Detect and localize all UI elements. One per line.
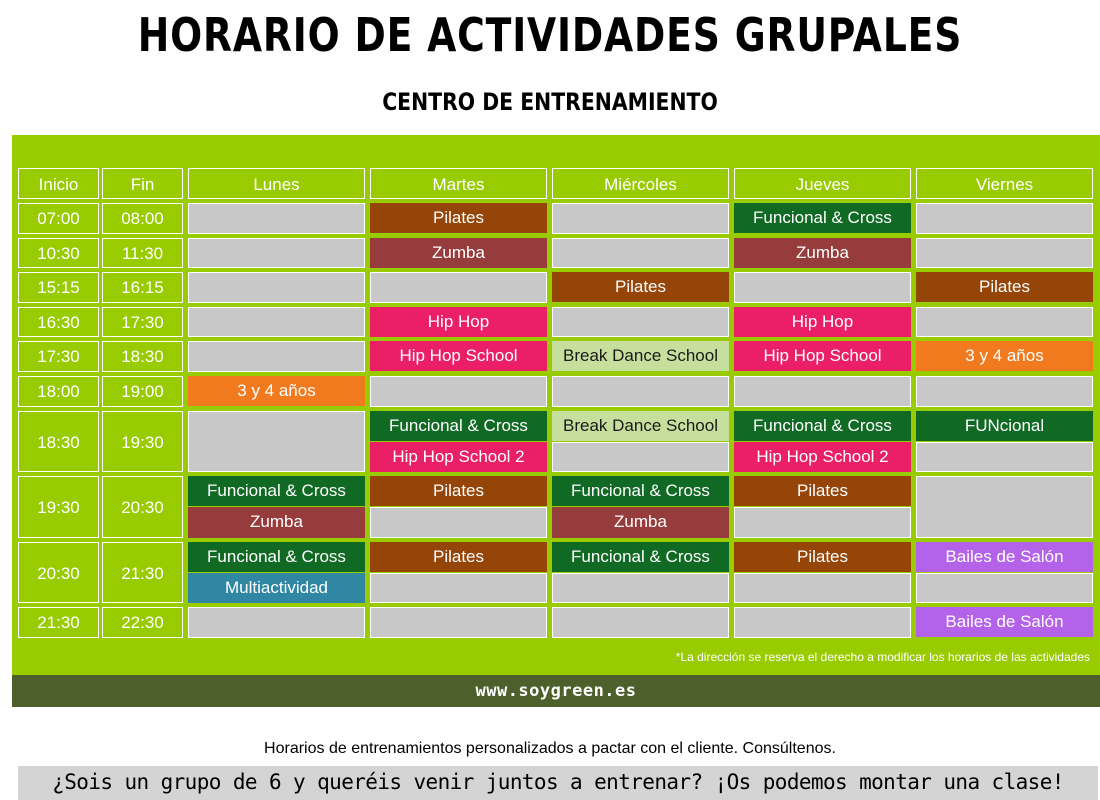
activity-hip-hop: Hip Hop bbox=[734, 307, 911, 337]
empty-slot bbox=[188, 411, 365, 473]
empty-slot bbox=[552, 607, 729, 638]
page-title: HORARIO DE ACTIVIDADES GRUPALES bbox=[137, 8, 963, 62]
empty-slot bbox=[734, 272, 911, 303]
column-header-viernes: Viernes bbox=[916, 168, 1093, 199]
activity-funcional-cross: Funcional & Cross bbox=[370, 411, 547, 441]
activity-pilates: Pilates bbox=[552, 272, 729, 302]
empty-slot bbox=[188, 341, 365, 372]
start-time: 17:30 bbox=[18, 341, 99, 372]
end-time: 22:30 bbox=[102, 607, 183, 638]
empty-slot bbox=[916, 442, 1093, 473]
activity-funcional-cross: Funcional & Cross bbox=[188, 542, 365, 572]
empty-slot bbox=[370, 507, 547, 538]
column-header-miercoles: Miércoles bbox=[552, 168, 729, 199]
activity-funcional: FUNcional bbox=[916, 411, 1093, 441]
activity-pilates: Pilates bbox=[916, 272, 1093, 302]
activity-multiactividad: Multiactividad bbox=[188, 573, 365, 604]
column-header-martes: Martes bbox=[370, 168, 547, 199]
empty-slot bbox=[188, 203, 365, 234]
empty-slot bbox=[552, 307, 729, 338]
end-time: 19:00 bbox=[102, 376, 183, 407]
activity-funcional-cross: Funcional & Cross bbox=[552, 476, 729, 506]
empty-slot bbox=[916, 476, 1093, 538]
activity-hip-hop-school-2: Hip Hop School 2 bbox=[370, 442, 547, 473]
start-time: 10:30 bbox=[18, 238, 99, 269]
end-time: 18:30 bbox=[102, 341, 183, 372]
disclaimer-note: *La dirección se reserva el derecho a modificar los horarios de las actividades bbox=[675, 650, 1090, 664]
empty-slot bbox=[370, 607, 547, 638]
start-time: 19:30 bbox=[18, 476, 99, 538]
activity-bailes-de-salon: Bailes de Salón bbox=[916, 542, 1093, 572]
activity-break-dance-school: Break Dance School bbox=[552, 341, 729, 371]
end-time: 20:30 bbox=[102, 476, 183, 538]
activity-pilates: Pilates bbox=[370, 476, 547, 506]
activity-3-y-4-anos: 3 y 4 años bbox=[188, 376, 365, 406]
empty-slot bbox=[552, 238, 729, 269]
start-time: 21:30 bbox=[18, 607, 99, 638]
empty-slot bbox=[552, 442, 729, 473]
group-promo-banner: ¿Sois un grupo de 6 y queréis venir juntos a entrenar? ¡Os podemos montar una clase! bbox=[18, 766, 1098, 800]
empty-slot bbox=[370, 573, 547, 604]
column-header-lunes: Lunes bbox=[188, 168, 365, 199]
end-time: 11:30 bbox=[102, 238, 183, 269]
activity-funcional-cross: Funcional & Cross bbox=[188, 476, 365, 506]
activity-break-dance-school: Break Dance School bbox=[552, 411, 729, 441]
empty-slot bbox=[188, 307, 365, 338]
activity-hip-hop-school: Hip Hop School bbox=[734, 341, 911, 371]
empty-slot bbox=[916, 376, 1093, 407]
empty-slot bbox=[916, 238, 1093, 269]
start-time: 20:30 bbox=[18, 542, 99, 604]
activity-funcional-cross: Funcional & Cross bbox=[734, 203, 911, 233]
activity-zumba: Zumba bbox=[188, 507, 365, 538]
end-time: 16:15 bbox=[102, 272, 183, 303]
empty-slot bbox=[734, 607, 911, 638]
empty-slot bbox=[188, 272, 365, 303]
end-time: 08:00 bbox=[102, 203, 183, 234]
personal-training-note: Horarios de entrenamientos personalizados a pactar con el cliente. Consúltenos. bbox=[264, 740, 836, 757]
activity-zumba: Zumba bbox=[370, 238, 547, 268]
activity-pilates: Pilates bbox=[734, 476, 911, 506]
start-time: 18:00 bbox=[18, 376, 99, 407]
empty-slot bbox=[552, 376, 729, 407]
empty-slot bbox=[552, 203, 729, 234]
activity-hip-hop-school-2: Hip Hop School 2 bbox=[734, 442, 911, 473]
start-time: 07:00 bbox=[18, 203, 99, 234]
activity-3-y-4-anos: 3 y 4 años bbox=[916, 341, 1093, 371]
end-time: 17:30 bbox=[102, 307, 183, 338]
empty-slot bbox=[916, 203, 1093, 234]
end-time: 21:30 bbox=[102, 542, 183, 604]
empty-slot bbox=[188, 607, 365, 638]
empty-slot bbox=[916, 307, 1093, 338]
column-header-fin: Fin bbox=[102, 168, 183, 199]
activity-hip-hop-school: Hip Hop School bbox=[370, 341, 547, 371]
start-time: 15:15 bbox=[18, 272, 99, 303]
empty-slot bbox=[734, 507, 911, 538]
empty-slot bbox=[734, 376, 911, 407]
end-time: 19:30 bbox=[102, 411, 183, 473]
column-header-jueves: Jueves bbox=[734, 168, 911, 199]
empty-slot bbox=[370, 272, 547, 303]
start-time: 16:30 bbox=[18, 307, 99, 338]
empty-slot bbox=[370, 376, 547, 407]
activity-hip-hop: Hip Hop bbox=[370, 307, 547, 337]
empty-slot bbox=[552, 573, 729, 604]
activity-funcional-cross: Funcional & Cross bbox=[734, 411, 911, 441]
empty-slot bbox=[188, 238, 365, 269]
column-header-inicio: Inicio bbox=[18, 168, 99, 199]
empty-slot bbox=[734, 573, 911, 604]
start-time: 18:30 bbox=[18, 411, 99, 473]
activity-zumba: Zumba bbox=[552, 507, 729, 538]
activity-funcional-cross: Funcional & Cross bbox=[552, 542, 729, 572]
page-subtitle: CENTRO DE ENTRENAMIENTO bbox=[382, 88, 718, 116]
activity-zumba: Zumba bbox=[734, 238, 911, 268]
website-footer[interactable]: www.soygreen.es bbox=[12, 675, 1100, 707]
activity-pilates: Pilates bbox=[370, 542, 547, 572]
activity-pilates: Pilates bbox=[734, 542, 911, 572]
activity-pilates: Pilates bbox=[370, 203, 547, 233]
empty-slot bbox=[916, 573, 1093, 604]
activity-bailes-de-salon: Bailes de Salón bbox=[916, 607, 1093, 637]
